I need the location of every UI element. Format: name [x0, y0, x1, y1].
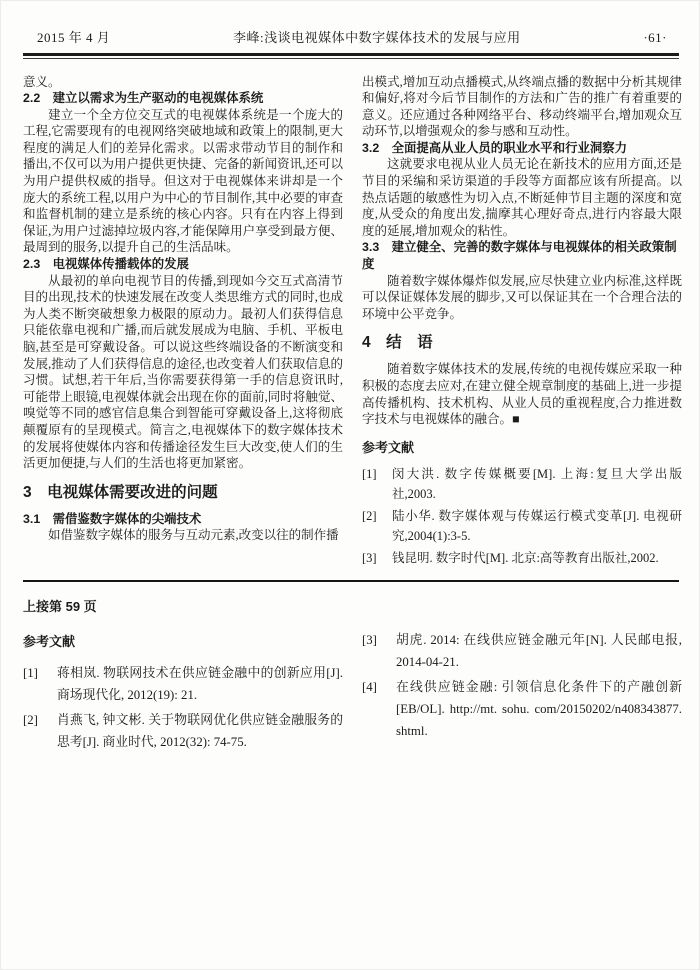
reference-item	[362, 629, 682, 673]
continuation-references-heading: 参考文献	[23, 634, 76, 650]
subsection-heading-3-1: 3.1 需借鉴数字媒体的尖端技术	[23, 511, 202, 526]
header-date: 2015 年 4 月	[37, 30, 111, 45]
reference-text: 陆小华. 数字媒体观与传媒运行模式变革[J]. 电视研究,2004(1):3-5.	[392, 509, 682, 544]
reference-item	[362, 676, 682, 742]
subsection-heading-2-3: 2.3 电视媒体传播载体的发展	[23, 257, 189, 272]
reference-number: [1]	[362, 467, 377, 482]
reference-text: 闵大洪. 数字传媒概要[M]. 上海:复旦大学出版社,2003.	[392, 467, 682, 502]
continued-right-column	[362, 596, 682, 756]
paragraph: 从最初的单向电视节目的传播,到现如今交互式高清节目的出现,技术的快速发展在改变人类思维方式的同时,也成为人类不断突破想象力极限的原动力。最初人们获得信息只能依靠电视和广播,而后就发展成为电脑、手机、平板电脑,甚至是可穿戴设备。可以说这些终端设备的不断演变和发展,推动了人们获得信息的途径,也改变着人们获取信息的习惯。试想,若干年后,当你需要获得第一手的信息资讯时,可能带上眼镜,电视媒体就会出现在你的面前,同时将触觉、嗅觉等不同的感官信息集合到智能可穿戴设备上,这将彻底颠覆原有的呈现模式。简言之,电视媒体下的数字媒体技术的发展将使媒体内容和传播途径发生巨大改变,使人们的生活更加便捷,与人们的生活也将更加紧密。	[23, 273, 343, 471]
reference-text: 胡虎. 2014: 在线供应链金融元年[N]. 人民邮电报, 2014-04-21.	[396, 633, 682, 670]
subsection-heading-3-3: 3.3 建立健全、完善的数字媒体与电视媒体的相关政策制度	[362, 240, 677, 272]
header-running-title: 李峰:浅谈电视媒体中数字媒体技术的发展与应用	[232, 30, 521, 45]
reference-number: [1]	[23, 666, 38, 681]
reference-item	[23, 662, 343, 706]
reference-item	[362, 548, 682, 568]
article-divider-rule	[23, 580, 679, 582]
left-column	[23, 74, 343, 571]
reference-item	[362, 464, 682, 504]
continued-line: 意义。	[23, 74, 61, 89]
continued-article-section	[23, 596, 682, 756]
reference-number: [4]	[362, 680, 377, 695]
continued-left-column	[23, 596, 343, 756]
header-rule-thick	[23, 53, 679, 56]
reference-number: [2]	[362, 509, 377, 524]
article-body	[23, 74, 682, 571]
right-column	[362, 74, 682, 571]
paragraph: 建立一个全方位交互式的电视媒体系统是一个庞大的工程,它需要现有的电视网络突破地域和政策上的限制,更大程度的满足人们的差异化需求。以需求带动节目的制作和播出,不仅可以为用户提供更快捷、完备的新闻资讯,还可以为用户提供权威的指导。但这对于电视媒体来讲却是一个庞大的系统工程,以用户为中心的节目制作,其中必要的审查和监督机制的建立是系统的核心内容。只有在内容上得到保证,为用户过滤掉垃圾内容,才能保障用户享受到最方便、最周到的服务,以提升自己的生活品味。	[23, 107, 343, 255]
paragraph: 这就要求电视从业人员无论在新技术的应用方面,还是节目的采编和采访渠道的手段等方面都应该有所提高。以热点话题的敏感性为切入点,不断延伸节目主题的深度和宽度,从受众的角度出发,揣摩其心理好奇点,进行内容最大限度的延展,增加观众的粘性。	[362, 157, 682, 238]
header-rule-thin	[23, 58, 679, 59]
header-page-number: ·61·	[643, 30, 667, 45]
continued-line: 出模式,增加互动点播模式,从终端点播的数据中分析其规律和偏好,将对今后节目制作的方法和广告的推广有着重要的意义。还应通过各种网络平台、移动终端平台,增加观众互动环节,以增强观众的参与感和互动性。	[362, 74, 682, 139]
reference-text: 蒋相岚. 物联网技术在供应链金融中的创新应用[J]. 商场现代化, 2012(19): 21.	[57, 666, 343, 703]
reference-number: [3]	[362, 633, 377, 648]
continuation-note: 上接第 59 页	[23, 599, 97, 615]
section-heading-3: 3 电视媒体需要改进的问题	[23, 483, 218, 501]
paragraph: 随着数字媒体爆炸似发展,应尽快建立业内标准,这样既可以保证媒体发展的脚步,又可以保证其在一个合理合法的环境中公平竞争。	[362, 273, 682, 321]
reference-number: [3]	[362, 551, 377, 566]
reference-item	[362, 506, 682, 546]
reference-number: [2]	[23, 713, 38, 728]
subsection-heading-3-2: 3.2 全面提高从业人员的职业水平和行业洞察力	[362, 140, 628, 155]
page-header	[23, 27, 679, 53]
reference-item	[23, 709, 343, 753]
references-heading: 参考文献	[362, 439, 415, 455]
paragraph: 如借鉴数字媒体的服务与互动元素,改变以往的制作播	[48, 528, 339, 543]
section-heading-4: 4 结 语	[362, 334, 433, 352]
reference-text: 肖燕飞, 钟文彬. 关于物联网优化供应链金融服务的思考[J]. 商业时代, 2012(32): 74-75.	[57, 713, 343, 750]
conclusion-paragraph: 随着数字媒体技术的发展,传统的电视传媒应采取一种积极的态度去应对,在建立健全规章制度的基础上,进一步提高传播机构、技术机构、从业人员的重视程度,合力推进数字技术与电视媒体的融合。■	[362, 362, 682, 427]
reference-text: 钱昆明. 数字时代[M]. 北京:高等教育出版社,2002.	[392, 551, 659, 566]
reference-text: 在线供应链金融: 引领信息化条件下的产融创新 [EB/OL]. http://mt. sohu. com/20150202/n408343877. shtml.	[396, 680, 682, 739]
subsection-heading-2-2: 2.2 建立以需求为生产驱动的电视媒体系统	[23, 91, 264, 106]
